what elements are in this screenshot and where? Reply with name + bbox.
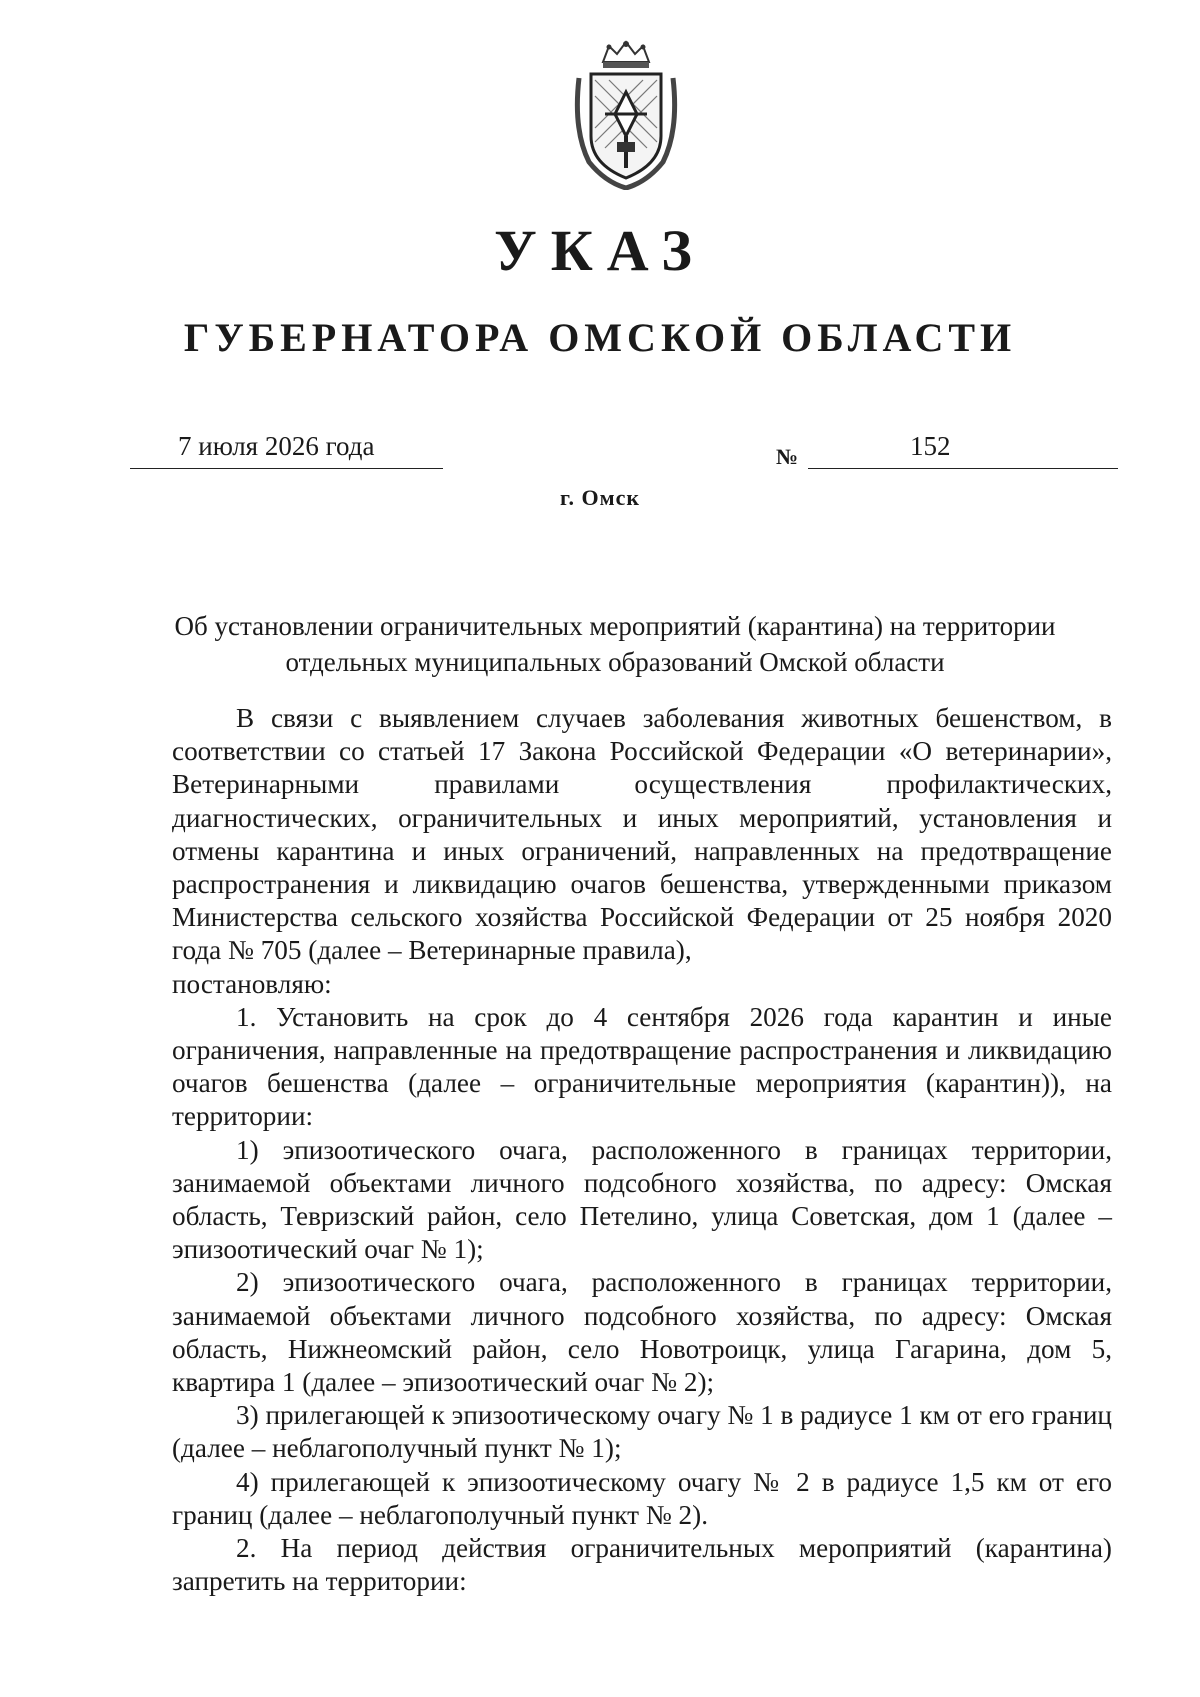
number-sign: № — [776, 444, 799, 469]
item-2: 2. На период действия ограничительных мероприятий (карантина) запретить на территории: — [172, 1533, 1112, 1597]
document-issuer: ГУБЕРНАТОРА ОМСКОЙ ОБЛАСТИ — [183, 315, 1017, 360]
date-field — [130, 432, 443, 469]
city: г. Омск — [559, 485, 641, 510]
preamble-paragraph: В связи с выявлением случаев заболевания животных бешенством, в соответствии со статьей 17 Закона Российской Федерации «О ветеринарии», Ветеринарными правилами осуществления профилактических, диагностических, ограничительных и иных мероприятий, установления и отмены карантина и иных ограничений, направленных на предотвращение распространения и ликвидацию очагов бешенства, утвержденными приказом Министерства сельского хозяйства Российской Федерации от 25 ноября 2020 года № 705 (далее – Ветеринарные правила), — [172, 703, 1112, 966]
item-1: 1. Установить на срок до 4 сентября 2026 года карантин и иные ограничения, направленные на предотвращение распространения и ликвидацию очагов бешенства (далее – ограничительные мероприятия (карантин)), на территории: — [172, 1001, 1112, 1132]
item-1-4: 4) прилегающей к эпизоотическому очагу № 2 в радиусе 1,5 км от его границ (далее – неблагополучный пункт № 2). — [172, 1466, 1112, 1530]
document-body — [172, 702, 1112, 1598]
item-1-3: 3) прилегающей к эпизоотическому очагу № 1 в радиусе 1 км от его границ (далее – неблагополучный пункт № 1); — [172, 1400, 1112, 1464]
heading-line-2: отдельных муниципальных образований Омской области — [285, 647, 945, 677]
decree-word: постановляю: — [172, 968, 332, 999]
number-field — [808, 432, 1118, 469]
heading-line-1: Об установлении ограничительных мероприятий (карантина) на территории — [174, 611, 1056, 641]
document-title: УКАЗ — [494, 218, 706, 283]
item-1-1: 1) эпизоотического очага, расположенного в границах территории, занимаемой объектами личного подсобного хозяйства, по адресу: Омская область, Тевризский район, село Петелино, улица Советская, дом 1 (далее – эпизоотический очаг № 1); — [172, 1134, 1112, 1265]
document-heading — [150, 608, 1080, 680]
coat-of-arms-icon — [565, 40, 687, 190]
item-1-2: 2) эпизоотического очага, расположенного в границах территории, занимаемой объектами личного подсобного хозяйства, по адресу: Омская область, Нижнеомский район, село Новотроицк, улица Гагарина, дом 5, квартира 1 (далее – эпизоотический очаг № 2); — [172, 1267, 1112, 1398]
document-date: 7 июля 2026 года — [178, 431, 375, 461]
document-number: 152 — [910, 431, 951, 461]
